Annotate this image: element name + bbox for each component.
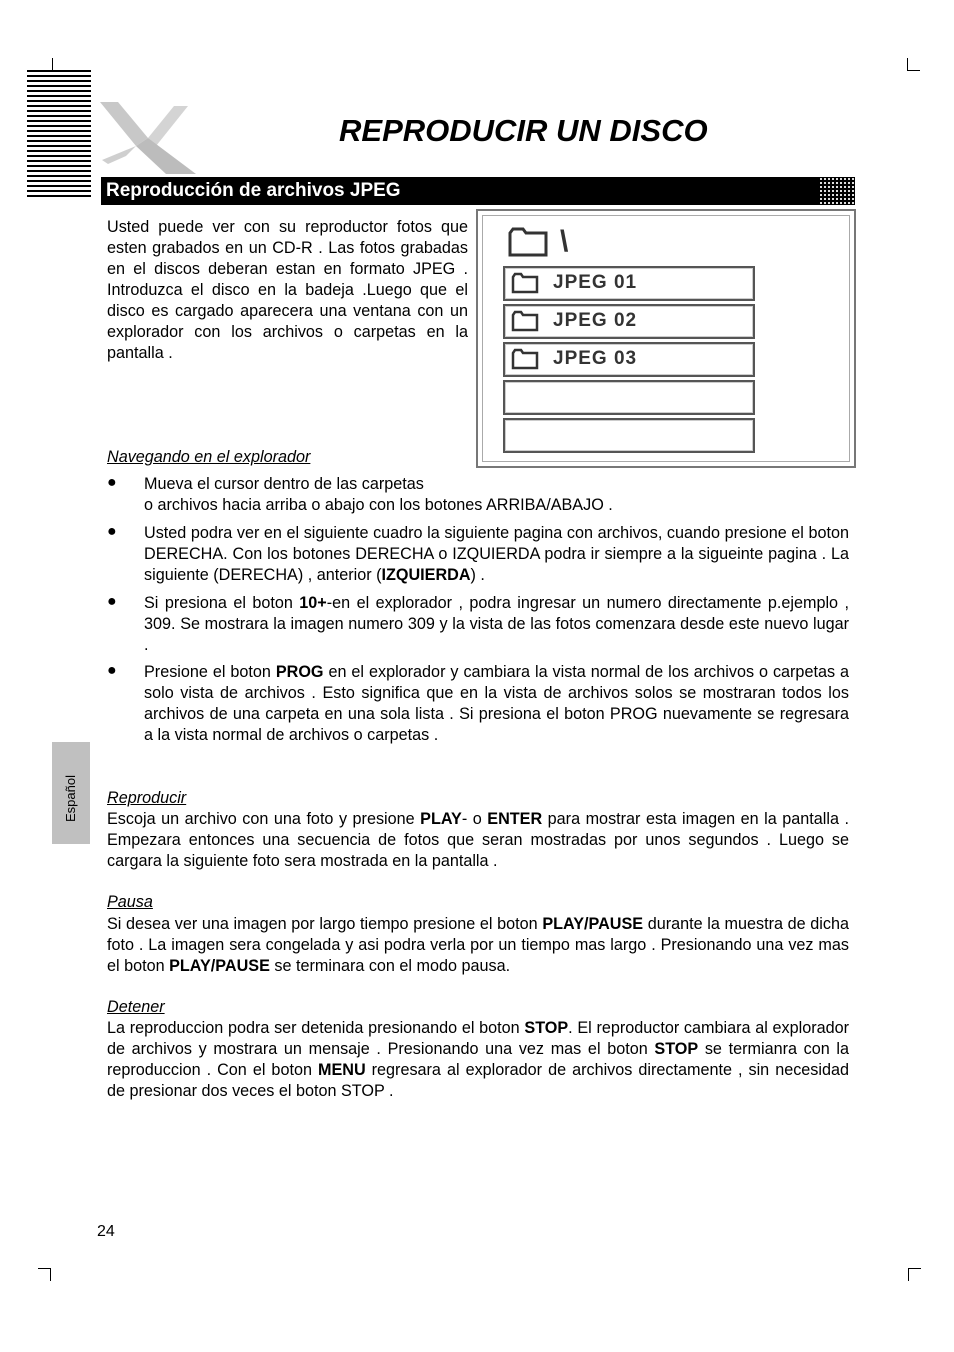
explorer-row-empty <box>503 380 755 415</box>
folder-label: JPEG 01 <box>553 272 638 293</box>
stop-bold-1: STOP <box>524 1019 569 1037</box>
folder-icon <box>511 310 539 332</box>
nav-bullet-3 <box>144 593 849 656</box>
pause-text-2: durante la muestra de dicha foto . La imagen sera congelada y asi podra verla por un tiempo mas largo . Presionando una vez mas el boton <box>107 915 849 975</box>
nav-bullet-4-bold: PROG <box>275 663 324 681</box>
folder-label: JPEG 03 <box>553 348 638 369</box>
nav-bullet-2-bold: IZQUIERDA <box>381 566 471 584</box>
explorer-row-folder <box>503 342 755 377</box>
folder-icon <box>511 348 539 370</box>
stop-text-4: regresara al explorador de archivos directamente , sin necesidad de presionar dos veces el boton STOP . <box>107 1061 849 1100</box>
intro-paragraph: Usted puede ver con su reproductor fotos que esten grabados en un CD-R . Las fotos grabadas en el discos deberan estan en formato JPEG . Introduzca el disco en la badeja .Luego que el disco es cargado aparecera una ventana con un explorador con los archivos o carpetas en la pantalla . <box>107 218 468 362</box>
brand-logo-icon <box>96 98 200 178</box>
pause-bold-1: PLAY/PAUSE <box>542 915 644 933</box>
crop-mark-bottom-right <box>908 1268 921 1281</box>
bullet-icon: ● <box>107 662 117 679</box>
play-text-2: - o <box>461 810 488 828</box>
stop-bold-2: STOP <box>654 1040 699 1058</box>
decorative-stripes <box>27 70 91 200</box>
nav-bullet-2-end: ) . <box>470 566 485 584</box>
pause-heading: Pausa <box>107 893 153 911</box>
explorer-screen-illustration <box>476 209 856 468</box>
nav-bullet-3-end: -en el explorador , podra ingresar un numero directamente p.ejemplo , 309. Se mostrara la imagen numero 309 y la vista de las fotos comenzara desde este nuevo lugar . <box>144 594 849 654</box>
section-header <box>101 177 855 205</box>
stop-heading: Detener <box>107 998 165 1016</box>
language-side-tab <box>52 742 90 844</box>
nav-bullet-4 <box>144 662 849 746</box>
pause-paragraph <box>107 914 849 977</box>
nav-bullet-3-bold: 10+ <box>299 594 327 612</box>
play-heading: Reproducir <box>107 789 187 807</box>
explorer-row-empty <box>503 418 755 453</box>
folder-icon <box>511 272 539 294</box>
nav-bullet-4-text: Presione el boton <box>144 663 276 681</box>
stop-bold-3: MENU <box>317 1061 366 1079</box>
nav-bullet-1-line-1: Mueva el cursor dentro de las carpetas <box>144 475 424 493</box>
explorer-row-folder <box>503 304 755 339</box>
bullet-icon: ● <box>107 593 117 610</box>
pause-bold-2: PLAY/PAUSE <box>169 957 270 975</box>
pause-text-3: se terminara con el modo pausa. <box>269 957 511 975</box>
pause-text-1: Si desea ver una imagen por largo tiempo presione el boton <box>107 915 543 933</box>
page-number: 24 <box>97 1223 115 1240</box>
stop-text-1: La reproduccion podra ser detenida presionando el boton <box>107 1019 525 1037</box>
play-paragraph <box>107 809 849 872</box>
root-path-label: \ <box>560 225 569 258</box>
play-bold-2: ENTER <box>487 810 543 828</box>
nav-bullet-4-end: en el explorador y cambiara la vista normal de los archivos o carpetas a solo vista de archivos . Esto significa que en la vista de archivos solos se mostraran todos los archivos de una carpeta en una sola lista . Si presiona el boton PROG nuevamente se regresara a la vista normal de archivos o carpetas . <box>144 663 849 744</box>
folder-icon <box>508 227 548 257</box>
folder-label: JPEG 02 <box>553 310 638 331</box>
play-bold-1: PLAY <box>420 810 462 828</box>
language-label: Español <box>63 775 78 822</box>
nav-bullet-2-text: Usted podra ver en el siguiente cuadro la siguiente pagina con archivos, cuando presione el boton DERECHA. Con los botones DERECHA o IZQUIERDA podra ir siempre a la sigueinte pagina . La siguiente (DERECHA) , anterior ( <box>144 524 849 584</box>
stop-paragraph <box>107 1018 849 1102</box>
bullet-icon: ● <box>107 474 117 491</box>
stop-text-3: se termianra con la reproduccion . Con el boton <box>107 1040 850 1079</box>
nav-bullet-2 <box>144 523 849 586</box>
section-title: Reproducción de archivos JPEG <box>106 180 401 201</box>
section-header-pattern <box>819 177 855 205</box>
explorer-row-folder <box>503 266 755 301</box>
nav-heading: Navegando en el explorador <box>107 448 311 466</box>
stop-text-2: . El reproductor cambiara al explorador de archivos y mostrara un mensaje . Presionando una vez mas el boton <box>107 1019 849 1058</box>
play-text-1: Escoja un archivo con una foto y presione <box>107 810 421 828</box>
page-title: REPRODUCIR UN DISCO <box>339 113 708 148</box>
crop-mark-bottom-left <box>38 1268 51 1281</box>
crop-mark-top-right <box>907 58 920 71</box>
play-text-3: para mostrar esta imagen en la pantalla . Empezara entonces una secuencia de fotos que seran mostradas por unos segundos . Luego se cargara la siguiente foto sera mostrada en la pantalla . <box>107 810 850 870</box>
nav-bullet-3-text: Si presiona el boton <box>144 594 300 612</box>
bullet-icon: ● <box>107 523 117 540</box>
nav-bullet-1-line-2: o archivos hacia arriba o abajo con los botones ARRIBA/ABAJO . <box>144 496 613 514</box>
